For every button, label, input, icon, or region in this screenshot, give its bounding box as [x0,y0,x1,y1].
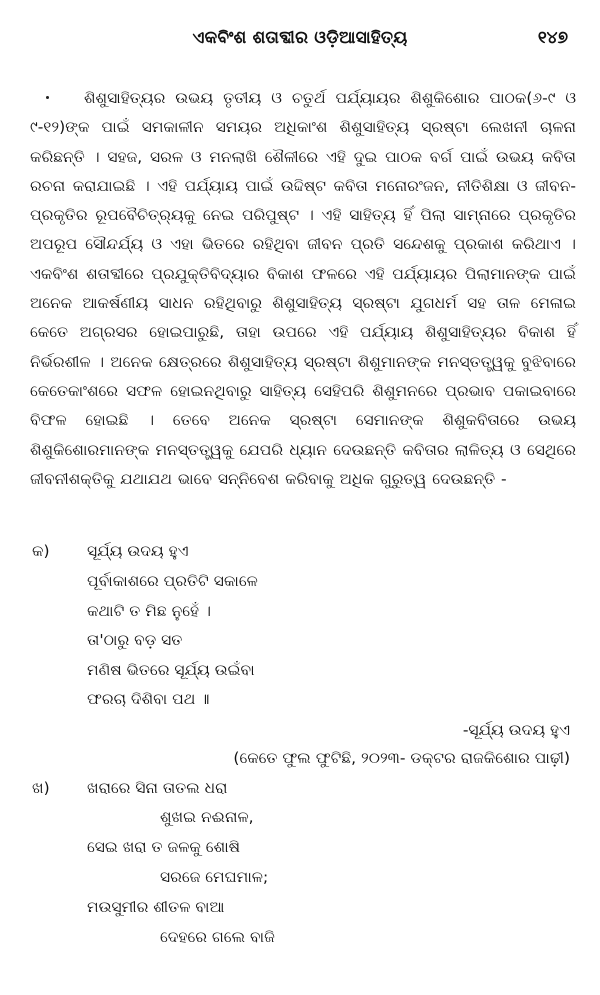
poem-b-line: ଖରାରେ ସିନା ତାତଲ ଧରା [87,779,228,797]
poem-b-marker: ଖ) [32,779,50,797]
poem-b-line: ସରଜେ ମେଘମାଳ; [160,868,269,886]
poem-a-line: ସୂର୍ଯ୍ୟ ଉଦୟ ହୁଏ [87,542,189,560]
poem-a-line: ମଣିଷ ଭିତରେ ସୂର୍ଯ୍ୟ ଉଇଁବା [87,661,255,679]
poem-a-attribution: -ସୂର୍ଯ୍ୟ ଉଦୟ ହୁଏ [462,721,570,739]
poem-a-line: ପୂର୍ବାକାଶରେ ପ୍ରତିଟି ସକାଳେ [87,572,258,590]
poem-b-line: ସେଇ ଖରା ତ ଜଳକୁ ଶୋଷି [87,838,241,856]
poem-a-line: କଥାଟି ତ ମିଛ ନୁହେଁ । [87,602,211,620]
poem-a-source: (କେତେ ଫୁଲ ଫୁଟିଛି, ୨୦୨୩- ଡକ୍ଟର ରାଜକିଶୋର ପାଢ଼ୀ) [233,749,570,767]
poem-a-line: ତା'ଠାରୁ ବଡ଼ ସତ [87,631,183,649]
page-header [0,28,600,58]
poem-a-marker: କ) [32,542,50,560]
poem-a-line: ଫରଚା ଦିଶିବା ପଥ ॥ [87,690,210,708]
poem-b-line: ଶୁଖଇ ନଈନାଳ, [160,808,254,826]
body-paragraph: ଶିଶୁସାହିତ୍ୟର ଉଭୟ ତୃତୀୟ ଓ ଚତୁର୍ଥ ପର୍ଯ୍ୟାୟର ଶିଶୁକିଶୋର ପାଠକ(୬-୯ ଓ ୯-୧୨)ଙ୍କ ପାଇଁ ସମକାଳୀନ ସମୟର ଅଧିକାଂଶ ଶିଶୁସାହିତ୍ୟ ସ୍ରଷ୍ଟା ଲେଖନୀ ଚାଳନା କରିଛନ୍ତି । ସହଜ, ସରଳ ଓ ମନଲାଖି ଶୈଳୀରେ ଏହି ଦୁଇ ପାଠକ ବର୍ଗ ପାଇଁ ଉଭୟ କବିତା ରଚନା କରାଯାଇଛି । ଏହି ପର୍ଯ୍ୟାୟ ପାଇଁ ଉଦ୍ଦିଷ୍ଟ କବିତା ମନୋରଂଜନ, ନୀତିଶିକ୍ଷା ଓ ଜୀବନ-ପ୍ରକୃତିର ରୂପବୈଚିତ୍ର୍ୟକୁ ନେଇ ପରିପୁଷ୍ଟ । ଏହି ସାହିତ୍ୟ ହିଁ ପିଲା ସାମ୍ନାରେ ପ୍ରକୃତିର ଅପରୂପ ସୌନ୍ଦର୍ଯ୍ୟ ଓ ଏହା ଭିତରେ ରହିଥିବା ଜୀବନ ପ୍ରତି ସନ୍ଦେଶକୁ ପ୍ରକାଶ କରିଥାଏ । ଏକବିଂଶ ଶତାବ୍ଦୀରେ ପ୍ରଯୁକ୍ତିବିଦ୍ୟାର ବିକାଶ ଫଳରେ ଏହି ପର୍ଯ୍ୟାୟର ପିଲାମାନଙ୍କ ପାଇଁ ଅନେକ ଆକର୍ଷଣୀୟ ସାଧନ ରହିଥିବାରୁ ଶିଶୁସାହିତ୍ୟ ସ୍ରଷ୍ଟା ଯୁଗଧର୍ମ ସହ ତାଳ ମେଳାଇ କେତେ ଅଗ୍ରସର ହୋଇପାରୁଛି, ତାହା ଉପରେ ଏହି ପର୍ଯ୍ୟାୟ ଶିଶୁସାହିତ୍ୟର ବିକାଶ ହିଁ ନିର୍ଭରଶୀଳ । ଅନେକ କ୍ଷେତ୍ରରେ ଶିଶୁସାହିତ୍ୟ ସ୍ରଷ୍ଟା ଶିଶୁମାନଙ୍କ ମନସ୍ତତ୍ତ୍ୱକୁ ବୁଝିବାରେ କେତେକାଂଶରେ ସଫଳ ହୋଇନଥିବାରୁ ସାହିତ୍ୟ ସେହିପରି ଶିଶୁମନରେ ପ୍ରଭାବ ପକାଇବାରେ ବିଫଳ ହୋଇଛି । ତେବେ ଅନେକ ସ୍ରଷ୍ଟା ସେମାନଙ୍କ ଶିଶୁକବିତାରେ ଉଭୟ ଶିଶୁକିଶୋରମାନଙ୍କ ମନସ୍ତତ୍ତ୍ୱକୁ ଯେପରି ଧ୍ୟାନ ଦେଉଛନ୍ତି କବିତାର ଲାଳିତ୍ୟ ଓ ସେଥିରେ ଜୀବନୀଶକ୍ତିକୁ ଯଥାଯଥ ଭାବେ ସନ୍ନିବେଶ କରିବାକୁ ଅଧିକ ଗୁରୁତ୍ୱ ଦେଉଛନ୍ତି - [30,89,576,488]
poem-b-line: ଦେହରେ ଗଲେ ବାଜି [160,928,275,946]
running-title: ଏକବିଂଶ ଶତାବ୍ଦୀର ଓଡ଼ିଆସାହିତ୍ୟ [192,28,408,48]
page-number: ୧୪୭ [537,28,568,48]
poem-b-line: ମଉସୁମୀର ଶୀତଳ ବାଆ [87,898,225,916]
